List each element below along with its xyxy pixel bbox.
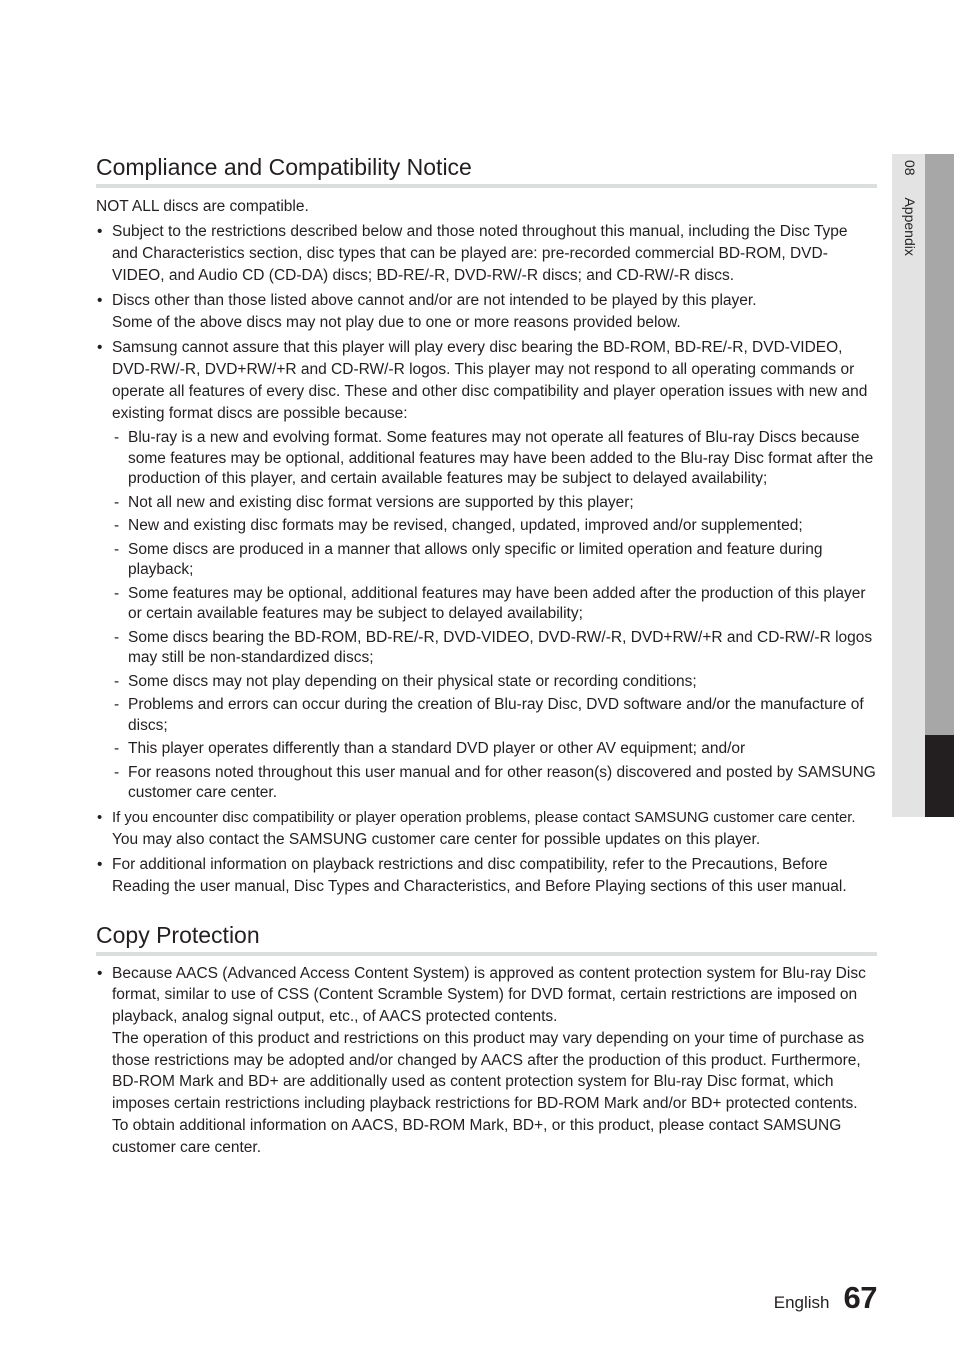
dash-item: - Not all new and existing disc format versions are supported by this player; — [112, 493, 877, 514]
page-number: 67 — [843, 1280, 877, 1315]
page-footer — [774, 1280, 877, 1316]
chapter-name: Appendix — [902, 197, 918, 256]
chapter-label — [900, 160, 918, 360]
dash-item: - Some discs may not play depending on their physical state or recording conditions; — [112, 672, 877, 693]
dash-item: - This player operates differently than a standard DVD player or other AV equipment; and/or — [112, 739, 877, 760]
dash-item: - For reasons noted throughout this user manual and for other reason(s) discovered and posted by SAMSUNG customer care center. — [112, 763, 877, 804]
section-heading-compliance: Compliance and Compatibility Notice — [96, 152, 877, 188]
bullet-text: • Samsung cannot assure that this player will play every disc bearing the BD-ROM, BD-RE/-R, DVD-VIDEO, DVD-RW/-R, DVD+RW/+R and CD-RW/-R logos. This player may not respond to all operating commands or operate all features of every disc. These and other disc compatibility and player operation issues with new and existing format discs are possible because: — [112, 339, 868, 422]
footer-language: English — [773, 1293, 830, 1312]
bullet-text: • If you encounter disc compatibility or player operation problems, please contact SAMSUNG customer care center. — [112, 809, 856, 826]
chapter-number: 08 — [902, 160, 918, 176]
bullet-text: • Discs other than those listed above cannot and/or are not intended to be played by this player. — [112, 292, 757, 309]
bullet-list — [96, 963, 877, 1159]
bullet-list — [96, 221, 877, 898]
chapter-tab-marker — [925, 735, 954, 817]
intro-text: NOT ALL discs are compatible. — [96, 198, 309, 215]
bullet-item — [96, 854, 877, 898]
section-heading-copy-protection: Copy Protection — [96, 920, 877, 956]
dash-item: - Some discs bearing the BD-ROM, BD-RE/-R, DVD-VIDEO, DVD-RW/-R, DVD+RW/+R and CD-RW/-R logos may still be non-standardized discs; — [112, 628, 877, 669]
bullet-note: The operation of this product and restrictions on this product may vary depending on your time of purchase as those restrictions may be adopted and/or changed by AACS after the production of this product. Furthermore, BD-ROM Mark and BD+ are additionally used as content protection system for Blu-ray Disc format, which imposes certain restrictions including playback restrictions for BD-ROM Mark and/or BD+ protected contents. To obtain additional information on AACS, BD-ROM Mark, BD+, or this product, please contact SAMSUNG customer care center. — [112, 1029, 865, 1156]
compliance-section — [96, 152, 877, 898]
page-content — [96, 152, 877, 1162]
bullet-item — [96, 337, 877, 804]
copy-protection-section — [96, 920, 877, 1159]
bullet-item — [96, 290, 877, 334]
bullet-item — [96, 807, 877, 851]
dash-item: - Some discs are produced in a manner that allows only specific or limited operation and feature during playback; — [112, 540, 877, 581]
bullet-text: • Subject to the restrictions described below and those noted throughout this manual, including the Disc Type and Characteristics section, disc types that can be played are: pre-recorded commercial BD-ROM, DVD-VIDEO, and Audio CD (CD-DA) discs; BD-RE/-R, DVD-RW/-R discs; and CD-RW/-R discs. — [112, 223, 848, 284]
dash-item: - New and existing disc formats may be revised, changed, updated, improved and/or supplemented; — [112, 516, 877, 537]
dash-list — [112, 428, 877, 804]
bullet-note: You may also contact the SAMSUNG customer care center for possible updates on this player. — [112, 830, 761, 848]
bullet-note: Some of the above discs may not play due to one or more reasons provided below. — [112, 314, 681, 331]
dash-item: - Problems and errors can occur during the creation of Blu-ray Disc, DVD software and/or the manufacture of discs; — [112, 695, 877, 736]
dash-item: - Some features may be optional, additional features may have been added after the production of this player or certain available features may be subject to delayed availability; — [112, 584, 877, 625]
bullet-item — [96, 221, 877, 287]
bullet-item — [96, 963, 877, 1159]
dash-item: - Blu-ray is a new and evolving format. Some features may not operate all features of Blu-ray Discs because some features may be optional, additional features may have been added to the Blu-ray Disc format after the production of this player, and certain available features may be subject to delayed availability; — [112, 428, 877, 490]
bullet-text: • Because AACS (Advanced Access Content System) is approved as content protection system for Blu-ray Disc format, similar to use of CSS (Content Scramble System) for DVD format, certain restrictions are imposed on playback, analog signal output, etc., of AACS protected contents. — [112, 964, 866, 1026]
bullet-text: • For additional information on playback restrictions and disc compatibility, refer to the Precautions, Before Reading the user manual, Disc Types and Characteristics, and Before Playing sections of this user manual. — [112, 855, 847, 895]
chapter-tab-stripe — [925, 154, 954, 817]
